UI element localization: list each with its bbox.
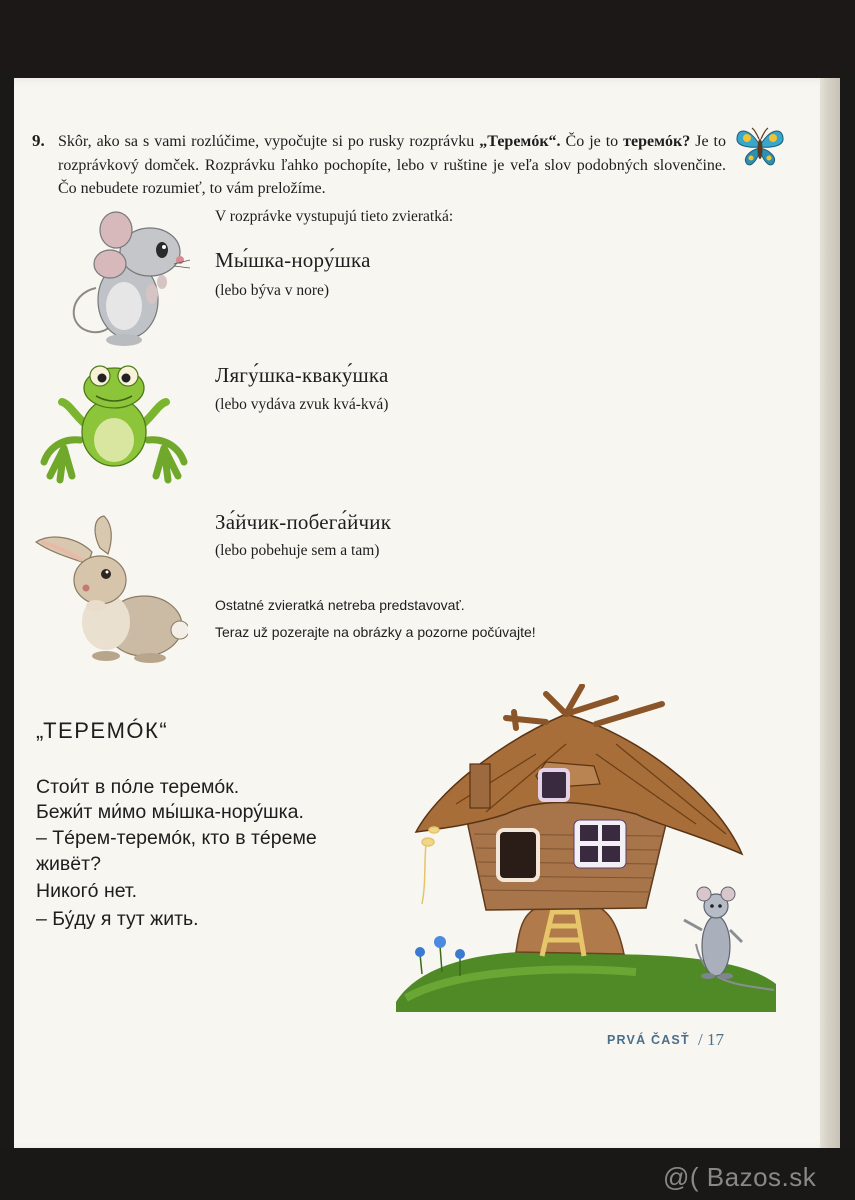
story-line: Стои́т в пóле теремóк.: [36, 776, 240, 798]
animal-name-rabbit: За́йчик-побега́йчик: [215, 510, 392, 534]
story-line: – Бу́ду я тут жить.: [36, 908, 199, 930]
animal-gloss-rabbit: (lebo pobehuje sem a tam): [215, 542, 380, 559]
story-line: – Тéрем-теремóк, кто в тéреме: [36, 827, 317, 849]
story-line: Никогó нет.: [36, 880, 138, 902]
teremok-house-illustration: [396, 684, 776, 1012]
exercise-intro: Skôr, ako sa s vami rozlúčime, vypočujte si po rusky rozprávku „Теремóк“. Čo je to теремóк? Je to rozprávkový domček. Rozprávku ľahko pochopíte, lebo v ruštine je veľa slov podobných slovenčine. Čo nebudete rozumieť, to vám preložíme.: [58, 133, 726, 197]
page-number: / 17: [698, 1030, 724, 1049]
page-edge-shadow: [820, 78, 840, 1150]
teremok-word: теремóк?: [623, 133, 691, 150]
note-other-animals: Ostatné zvieratká netreba predstavovať.: [215, 597, 465, 613]
animal-gloss-mouse: (lebo býva v nore): [215, 282, 330, 299]
frog-illustration: [40, 358, 188, 488]
note-listen: Teraz už pozerajte na obrázky a pozorne počúvajte!: [215, 624, 536, 640]
mouse-illustration: [66, 208, 190, 348]
animal-name-mouse: Мы́шка-нору́шка: [215, 248, 371, 272]
scan-border-right: [840, 70, 855, 1160]
scan-border-top: [0, 0, 855, 78]
scan-border-left: [0, 70, 14, 1160]
story-line: Бежи́т ми́мо мы́шка-нору́шка.: [36, 801, 304, 823]
butterfly-icon: [734, 124, 786, 170]
title-reference: „Теремóк“.: [479, 133, 561, 150]
rabbit-illustration: [30, 512, 188, 664]
watermark: @( Bazos.sk: [663, 1162, 817, 1192]
story-title: „ТЕРЕМÓК“: [36, 718, 169, 743]
animals-intro: V rozprávke vystupujú tieto zvieratká:: [215, 208, 454, 225]
exercise-number: 9.: [32, 131, 45, 150]
story-line: живёт?: [36, 853, 101, 875]
footer-section-label: PRVÁ ČASŤ: [607, 1033, 690, 1047]
animal-name-frog: Лягу́шка-кваку́шка: [215, 363, 389, 387]
animal-gloss-frog: (lebo vydáva zvuk kvá-kvá): [215, 396, 389, 413]
